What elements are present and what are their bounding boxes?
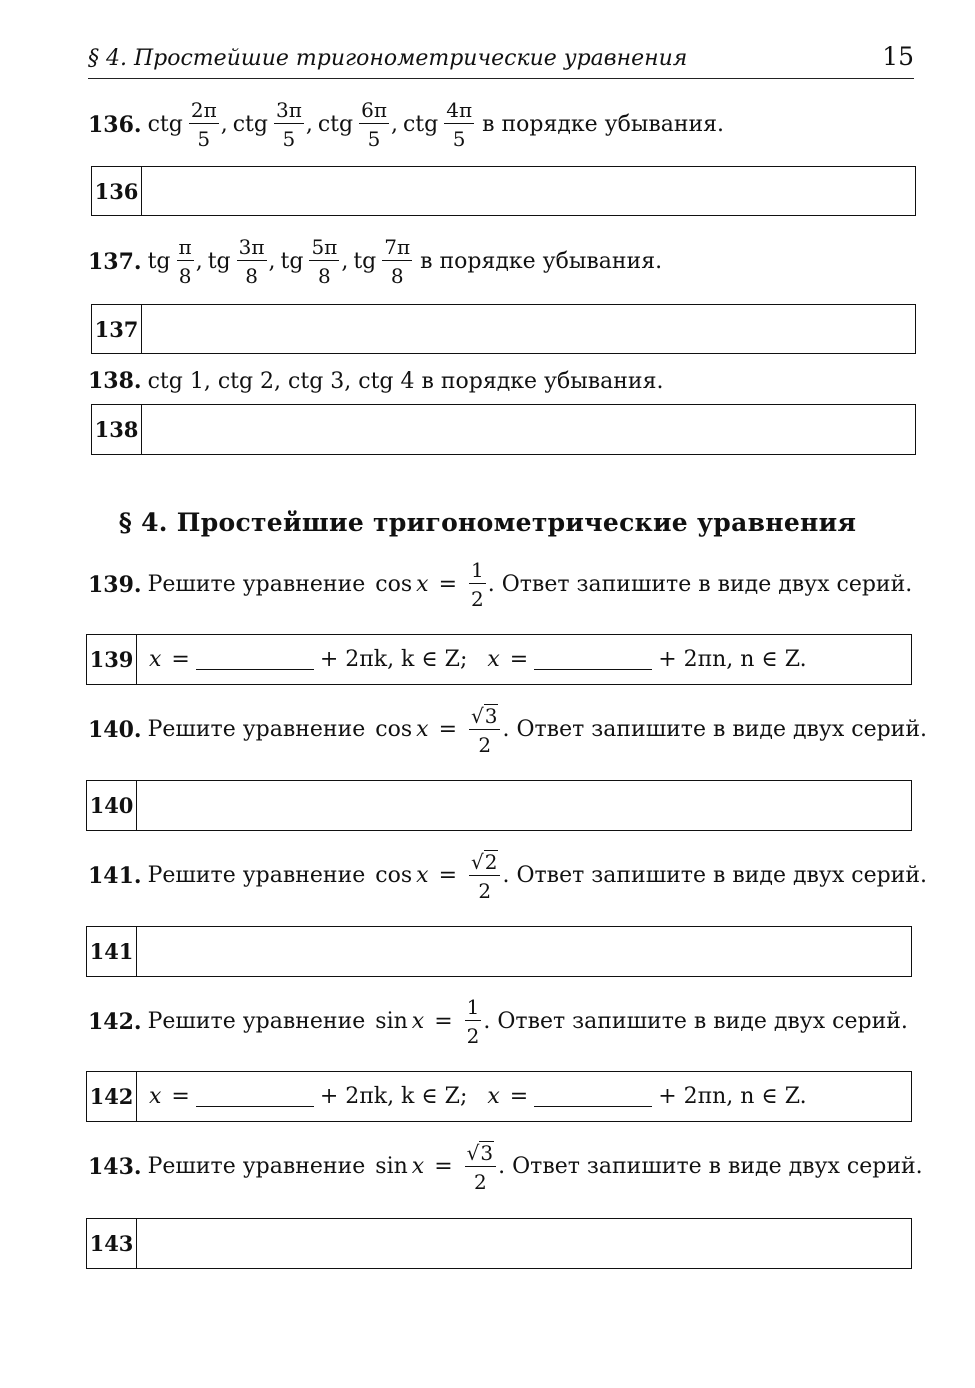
answer-box-142 (86, 1071, 912, 1122)
function-name: ctg (402, 112, 439, 137)
problem-text: . Ответ запишите в виде двух серий. (483, 1009, 908, 1034)
problem-137: 137. tg $\frac{\pi}{8}$ , tg $\frac{3\pi}{8}$ , tg $\frac{5\pi}{8}$ , tg $\frac{7\pi}{8}$ в порядке убывания. (88, 235, 663, 288)
problem-text: ctg 1, ctg 2, ctg 3, ctg 4 в порядке убывания. (147, 368, 664, 394)
problem-text: Решите уравнение (147, 572, 366, 597)
problem-139: 139. Решите уравнение cos x = $\frac{1}{2}$ . Ответ запишите в виде двух серий. (88, 558, 913, 611)
function-name: cos (375, 717, 413, 742)
function-name: tg (207, 249, 231, 274)
header-title: § 4. Простейшие тригонометрические уравнения (88, 46, 688, 71)
problem-number: 142. (88, 1008, 142, 1035)
problem-text: . Ответ запишите в виде двух серий. (498, 1154, 923, 1179)
function-name: sin (375, 1009, 408, 1034)
answer-box-137 (91, 304, 916, 354)
problem-138 (88, 368, 663, 394)
problem-text: Решите уравнение (147, 1154, 366, 1179)
function-name: tg (280, 249, 304, 274)
fraction: √ 3 2 (465, 1141, 496, 1192)
problem-text: Решите уравнение (147, 863, 366, 888)
function-name: ctg (147, 112, 183, 137)
answer-label: 140 (87, 781, 137, 830)
problem-140: 140. Решите уравнение cos x = √ 3 2 . Ответ запишите в виде двух серий. (88, 704, 927, 757)
answer-box-139 (86, 634, 912, 685)
problem-text: в порядке убывания. (482, 112, 725, 137)
problem-text: . Ответ запишите в виде двух серий. (487, 572, 913, 597)
problem-143: 143. Решите уравнение sin x = √ 3 2 . Ответ запишите в виде двух серий. (88, 1141, 923, 1194)
problem-number: 140. (88, 716, 142, 743)
answer-label: 138 (92, 405, 142, 454)
answer-box-140 (86, 780, 912, 831)
fraction: $\frac{6\pi}{5}$ (361, 98, 387, 151)
fraction: $\frac{3\pi}{5}$ (275, 98, 302, 151)
function-name: cos (375, 863, 413, 888)
answer-blank[interactable] (196, 649, 314, 670)
fraction: √ 3 2 (469, 704, 500, 755)
answer-box-136 (91, 166, 916, 216)
answer-field[interactable] (137, 781, 911, 830)
answer-box-141 (86, 926, 912, 977)
problem-text: в порядке убывания. (420, 249, 663, 274)
function-name: ctg (317, 112, 354, 137)
answer-template: x = + 2πk, k ∈ Z; x = + 2πn, n ∈ Z. (149, 647, 807, 672)
answer-field[interactable] (142, 305, 915, 353)
problem-text: . Ответ запишите в виде двух серий. (502, 717, 927, 742)
answer-label: 143 (87, 1219, 137, 1268)
running-header (88, 42, 914, 79)
fraction: $\frac{\pi}{8}$ (178, 235, 192, 288)
problem-text: Решите уравнение (147, 717, 366, 742)
problem-136: 136. ctg $\frac{2\pi}{5}$ , ctg $\frac{3\pi}{5}$ , ctg $\frac{6\pi}{5}$ , ctg $\frac{4\pi}{5}$ в порядке убывания. (88, 98, 725, 151)
page-number: 15 (882, 42, 914, 71)
problem-142: 142. Решите уравнение sin x = $\frac{1}{2}$ . Ответ запишите в виде двух серий. (88, 995, 908, 1048)
function-name: tg (353, 249, 377, 274)
answer-label: 141 (87, 927, 137, 976)
fraction: $\frac{5\pi}{8}$ (311, 235, 338, 288)
fraction: √ 2 2 (469, 850, 500, 901)
fraction: $\frac{2\pi}{5}$ (190, 98, 217, 151)
answer-label: 139 (87, 635, 137, 684)
function-name: sin (375, 1154, 408, 1179)
fraction: $\frac{1}{2}$ (466, 995, 480, 1048)
problem-number: 143. (88, 1153, 142, 1180)
answer-box-143 (86, 1218, 912, 1269)
problem-number: 138. (88, 368, 142, 394)
function-name: ctg (232, 112, 268, 137)
fraction: $\frac{1}{2}$ (471, 558, 484, 611)
fraction: $\frac{3\pi}{8}$ (238, 235, 265, 288)
answer-label: 136 (92, 167, 142, 215)
answer-blank[interactable] (534, 1086, 652, 1107)
function-name: tg (147, 249, 171, 274)
problem-text: Решите уравнение (147, 1009, 366, 1034)
function-name: cos (375, 572, 413, 597)
answer-label: 142 (87, 1072, 137, 1121)
problem-number: 141. (88, 862, 142, 889)
fraction: $\frac{4\pi}{5}$ (446, 98, 473, 151)
answer-field[interactable] (142, 167, 915, 215)
answer-field[interactable] (142, 405, 915, 454)
answer-blank[interactable] (534, 649, 652, 670)
section-title: § 4. Простейшие тригонометрические уравнения (118, 508, 857, 537)
answer-box-138 (91, 404, 916, 455)
problem-141: 141. Решите уравнение cos x = √ 2 2 . Ответ запишите в виде двух серий. (88, 850, 927, 903)
answer-field[interactable] (137, 927, 911, 976)
answer-template: x = + 2πk, k ∈ Z; x = + 2πn, n ∈ Z. (149, 1084, 807, 1109)
problem-number: 139. (88, 571, 142, 598)
fraction: $\frac{7\pi}{8}$ (384, 235, 411, 288)
problem-number: 136. (88, 111, 142, 138)
answer-label: 137 (92, 305, 142, 353)
answer-blank[interactable] (196, 1086, 314, 1107)
problem-text: . Ответ запишите в виде двух серий. (502, 863, 927, 888)
problem-number: 137. (88, 248, 142, 275)
answer-field[interactable] (137, 1219, 911, 1268)
